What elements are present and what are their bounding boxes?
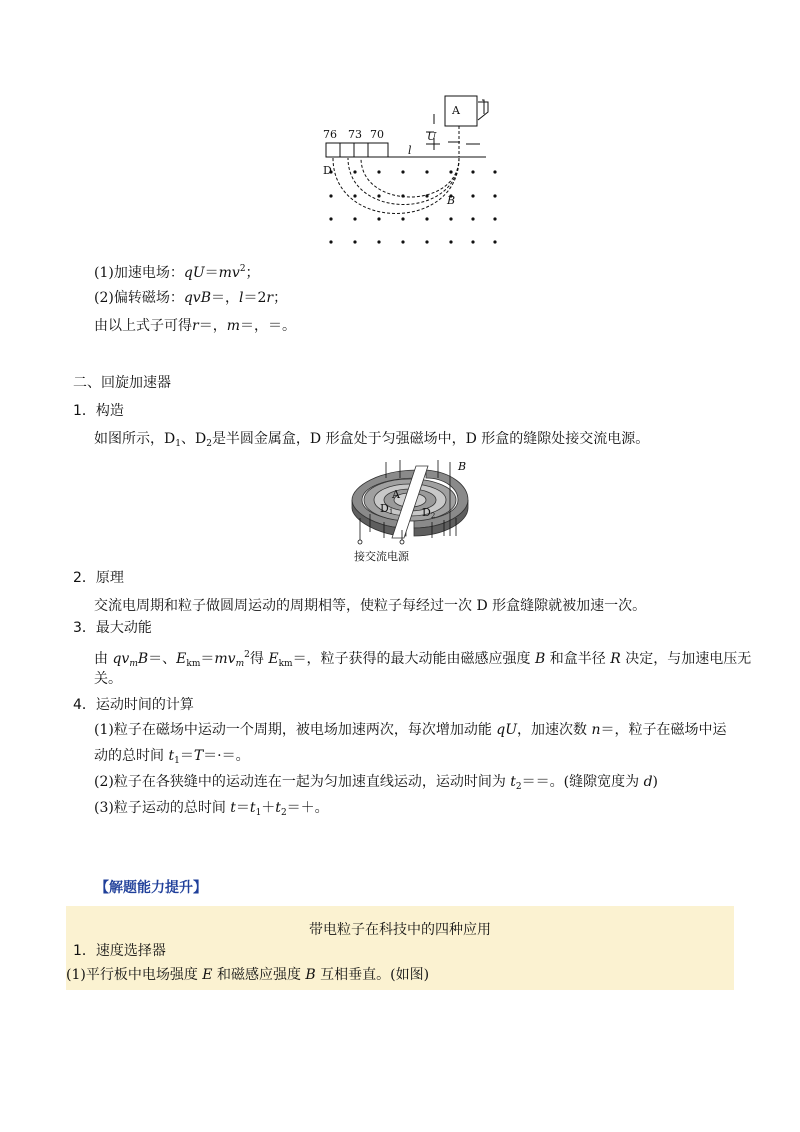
item-4-p1-line-1: (1)粒子在磁场中运动一个周期，被电场加速两次，每次增加动能 qU，加速次数 n＝，粒子在磁场中运 bbox=[94, 722, 727, 738]
item-3-text-line-2: 关。 bbox=[94, 671, 122, 687]
item-4-p3: (3)粒子运动的总时间 $t=t_1+t_2=+$。 bbox=[94, 800, 329, 818]
item-2-text: 交流电周期和粒子做圆周运动的周期相等，使粒子每经过一次 D 形盒缝隙就被加速一次。 bbox=[94, 598, 647, 614]
item-1-text: 如图所示，$D_1$、$D_2$是半圆金属盒，D 形盒处于匀强磁场中，D 形盒的缝隙处接交流电源。 bbox=[94, 431, 650, 449]
item-1-title: 1．构造 bbox=[73, 403, 124, 419]
cyclotron-label-D2: D2 bbox=[422, 506, 436, 520]
label-D: D bbox=[323, 164, 332, 177]
formula-line-1: (1)加速电场：$qU=mv^2$； bbox=[94, 264, 260, 281]
ability-heading: 【解题能力提升】 bbox=[95, 880, 207, 896]
item-4-p1-line-2: 动的总时间 $t_1=T=\cdot=$。 bbox=[94, 748, 250, 766]
label-l: l bbox=[408, 144, 412, 157]
topic-banner bbox=[66, 906, 734, 990]
formula-line-3: 由以上式子可得r＝，m＝，＝。 bbox=[94, 318, 296, 334]
cyclotron-figure bbox=[340, 456, 480, 568]
item-4-p2: (2)粒子在各狭缝中的运动连在一起为匀加速直线运动，运动时间为 $t_2==$。(缝隙宽度为 d) bbox=[94, 774, 659, 792]
label-70: 70 bbox=[370, 128, 384, 141]
mass-spectrometer-figure bbox=[318, 92, 508, 252]
label-A: A bbox=[452, 104, 460, 117]
item-3-title: 3．最大动能 bbox=[73, 620, 152, 636]
label-73: 73 bbox=[348, 128, 362, 141]
item-4-title: 4．运动时间的计算 bbox=[73, 697, 194, 713]
banner-title: 带电粒子在科技中的四种应用 bbox=[309, 922, 491, 938]
item-2-title: 2．原理 bbox=[73, 570, 124, 586]
formula-line-2: (2)偏转磁场：qvB＝，l＝2r； bbox=[94, 290, 288, 306]
label-76: 76 bbox=[323, 128, 337, 141]
banner-item-1-text: (1)平行板中电场强度 E 和磁感应强度 B 互相垂直。(如图) bbox=[66, 967, 430, 983]
cyclotron-caption: 接交流电源 bbox=[354, 550, 409, 563]
banner-item-1: 1．速度选择器 bbox=[73, 943, 166, 959]
item-3-text-line-1: 由 $qv_mB=$、$E_{km}=mv_m^2$得 $E_{km}=$，粒子获得的最大动能由磁感应强度 B 和盒半径 R 决定，与加速电压无 bbox=[94, 650, 752, 669]
cyclotron-label-B: B bbox=[458, 460, 467, 473]
cyclotron-label-D1: D1 bbox=[380, 502, 394, 516]
section-title: 二、回旋加速器 bbox=[73, 375, 171, 391]
label-B: B bbox=[447, 194, 456, 207]
label-U: U bbox=[427, 130, 437, 143]
cyclotron-label-A: A bbox=[392, 488, 400, 501]
